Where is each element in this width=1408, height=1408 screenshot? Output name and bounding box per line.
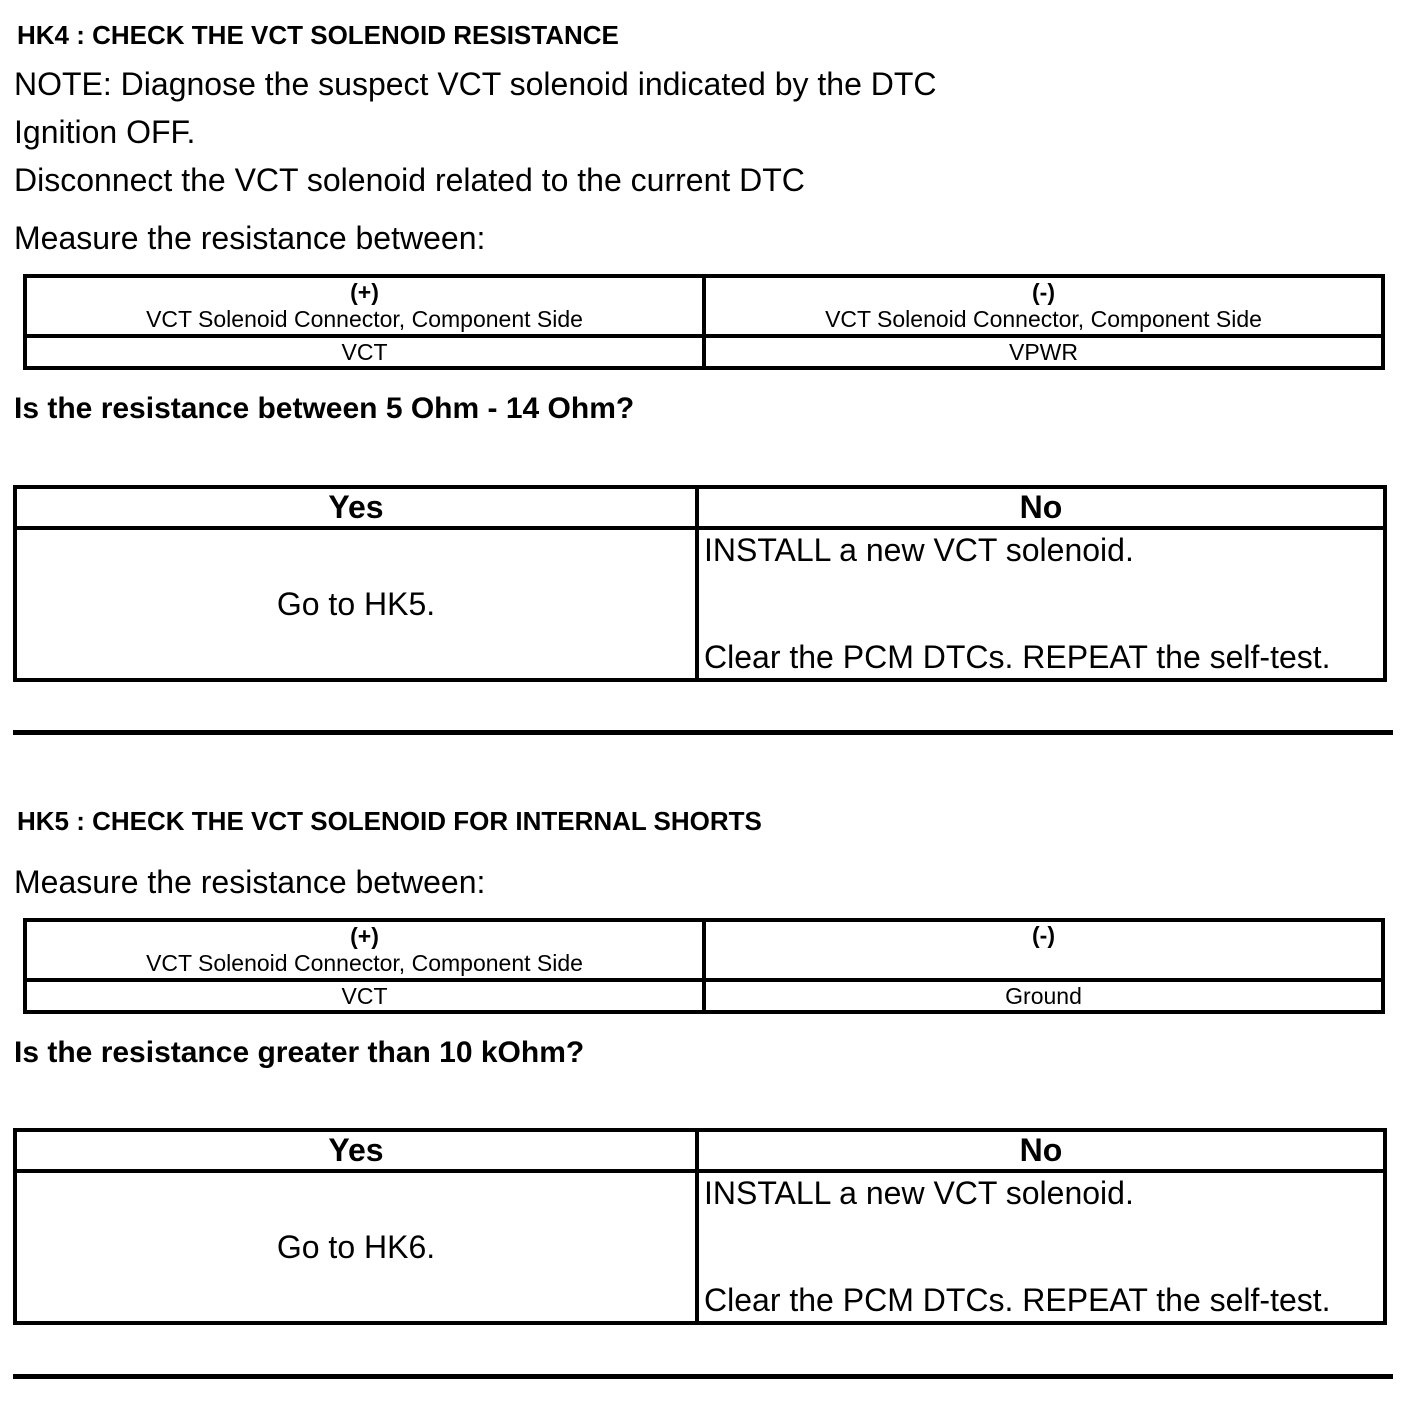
- hk4-step-ignition: Ignition OFF.: [14, 114, 196, 150]
- hk5-heading: HK5 : CHECK THE VCT SOLENOID FOR INTERNAL SHORTS: [17, 806, 762, 836]
- hk4-plus-header: [25, 276, 704, 336]
- hk4-heading: HK4 : CHECK THE VCT SOLENOID RESISTANCE: [17, 20, 619, 50]
- hk4-measure-instruction: Measure the resistance between:: [14, 220, 486, 256]
- plus-symbol: (+): [350, 279, 379, 305]
- hk5-no-action: [697, 1171, 1385, 1323]
- hk5-answer-table: [13, 1128, 1387, 1325]
- minus-symbol: (-): [1032, 279, 1055, 305]
- hk4-yes-header: Yes: [15, 487, 697, 528]
- section-divider: [13, 1374, 1393, 1379]
- hk4-yes-action: Go to HK5.: [15, 528, 697, 680]
- hk4-answer-table: [13, 485, 1387, 682]
- hk5-no-header: No: [697, 1130, 1385, 1171]
- plus-symbol: (+): [350, 923, 379, 949]
- hk5-plus-value: VCT: [25, 980, 704, 1012]
- section-divider: [13, 730, 1393, 735]
- hk4-no-action: [697, 528, 1385, 680]
- hk5-measurement-table: [23, 918, 1385, 1014]
- hk5-minus-header: [704, 920, 1383, 980]
- hk5-measure-instruction: Measure the resistance between:: [14, 864, 486, 900]
- hk4-minus-value: VPWR: [704, 336, 1383, 368]
- hk5-plus-label: VCT Solenoid Connector, Component Side: [146, 950, 583, 976]
- minus-symbol: (-): [1032, 922, 1055, 948]
- hk5-plus-header: [25, 920, 704, 980]
- hk5-no-action-install: INSTALL a new VCT solenoid.: [704, 1175, 1134, 1211]
- hk5-minus-value: Ground: [704, 980, 1383, 1012]
- hk5-yes-action: Go to HK6.: [15, 1171, 697, 1323]
- hk4-minus-header: [704, 276, 1383, 336]
- hk4-note: NOTE: Diagnose the suspect VCT solenoid indicated by the DTC: [14, 66, 937, 102]
- hk4-step-disconnect: Disconnect the VCT solenoid related to the current DTC: [14, 162, 805, 198]
- hk4-plus-value: VCT: [25, 336, 704, 368]
- hk4-no-action-clear: Clear the PCM DTCs. REPEAT the self-test.: [704, 639, 1331, 675]
- hk4-question: Is the resistance between 5 Ohm - 14 Ohm?: [14, 392, 635, 425]
- hk4-plus-label: VCT Solenoid Connector, Component Side: [146, 306, 583, 332]
- hk5-question: Is the resistance greater than 10 kOhm?: [14, 1036, 585, 1069]
- hk4-measurement-table: [23, 274, 1385, 370]
- hk4-no-header: No: [697, 487, 1385, 528]
- hk5-yes-header: Yes: [15, 1130, 697, 1171]
- hk4-minus-label: VCT Solenoid Connector, Component Side: [825, 306, 1262, 332]
- hk4-no-action-install: INSTALL a new VCT solenoid.: [704, 532, 1134, 568]
- hk5-no-action-clear: Clear the PCM DTCs. REPEAT the self-test.: [704, 1282, 1331, 1318]
